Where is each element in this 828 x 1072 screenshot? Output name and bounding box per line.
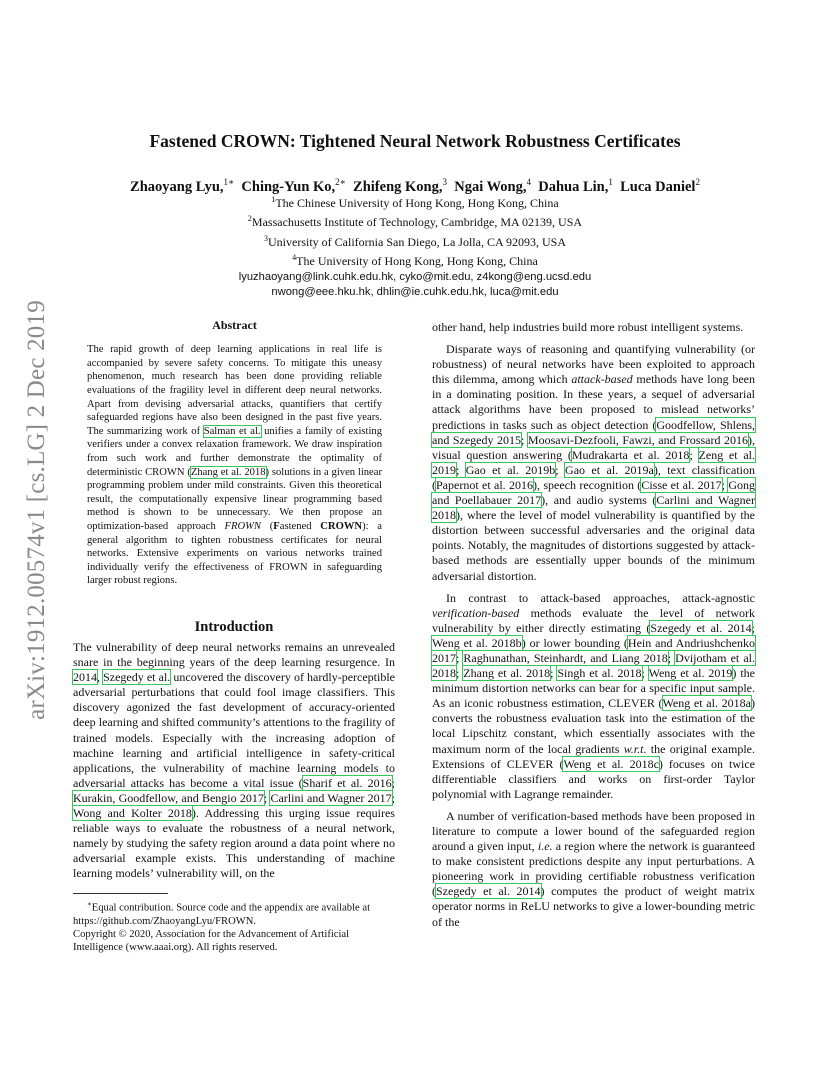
citation-link[interactable]: Cisse et al. 2017 xyxy=(641,477,722,492)
footnote-divider xyxy=(73,893,168,894)
citation-link[interactable]: Zhang et al. 2018 xyxy=(463,666,551,681)
citation-link[interactable]: Gao et al. 2019a xyxy=(565,462,654,477)
footnote xyxy=(73,898,395,954)
citation-link[interactable]: Zeng et al. 2019 xyxy=(432,447,756,477)
affiliation-block xyxy=(80,192,750,300)
author: Luca Daniel$^2$ xyxy=(620,177,700,195)
author-emails: lyuzhaoyang@link.cuhk.edu.hk, cyko@mit.edu, z4kong@eng.ucsd.edu xyxy=(238,270,592,283)
citation-link[interactable]: Salman et al. xyxy=(203,425,261,437)
abstract-section xyxy=(87,319,382,598)
citation-link[interactable]: Wong and Kolter 2018 xyxy=(73,806,192,821)
citation-link[interactable]: Goodfellow, Shlens, and Szegedy 2015 xyxy=(432,417,755,447)
citation-link[interactable]: Kurakin, Goodfellow, and Bengio 2017 xyxy=(73,790,264,805)
citation-link[interactable]: Hein and Andriushchenko 2017 xyxy=(432,635,755,665)
abstract-text: The rapid growth of deep learning applications in real life is accompanied by severe safety concerns. To mitigate this uneasy phenomenon, much research has been done providing reliable evaluations of the fragility level in different deep neural networks. Apart from devising adversarial attacks, quantifiers that certify safeguarded regions have also been designed in the past five years. The summarizing work of Salman et al. unifies a family of existing verifiers under a convex relaxation framework. We draw inspiration from such work and further demonstrate the optimality of deterministic CROWN (Zhang et al. 2018) solutions in a given linear programming problem under mild constraints. Given this theoretical result, the computationally expensive linear programming based method is shown to be unnecessary. We then propose an optimization-based approach FROWN (Fastened CROWN): a general algorithm to tighten robustness certificates for neural networks. Extensive experiments on various networks trained individually verify the effectiveness of FROWN in safeguarding larger robust regions. xyxy=(87,344,382,587)
author-emails: nwong@eee.hku.hk, dhlin@ie.cuhk.edu.hk, luca@mit.edu xyxy=(271,286,559,299)
citation-link[interactable]: Zhang et al. 2018 xyxy=(190,466,266,478)
citation-link[interactable]: Sharif et al. 2016 xyxy=(302,775,392,790)
affiliation: $^3$University of California San Diego, La Jolla, CA 92093, USA xyxy=(264,233,566,249)
citation-link[interactable]: Weng et al. 2018b xyxy=(432,635,522,650)
author: Zhaoyang Lyu,$^{1∗}$ xyxy=(130,177,235,195)
author: Ching-Yun Ko,$^{2∗}$ xyxy=(241,177,346,195)
citation-link[interactable]: Szegedy et al. xyxy=(103,670,171,685)
affiliation: $^1$The Chinese University of Hong Kong, Hong Kong, China xyxy=(271,195,559,210)
citation-link[interactable]: 2014 xyxy=(73,670,97,685)
citation-link[interactable]: Raghunathan, Steinhardt, and Liang 2018 xyxy=(463,650,668,665)
author: Zhifeng Kong,$^3$ xyxy=(353,177,447,195)
citation-link[interactable]: Carlini and Wagner 2018 xyxy=(432,493,756,523)
paragraph: A number of verification-based methods have been proposed in literature to compute a lower bound of the safeguarded region around a given input, i.e. a region where the network is guaranteed to make consistent predictions despite any input perturbations. A pioneering work in providing certifiable robustness verification (Szegedy et al. 2014) computes the product of weight matrix operator norms in ReLU networks to give a lower-bounding metric of the xyxy=(432,808,755,929)
footnote-text: ∗Equal contribution. Source code and the appendix are available at https://github.com/ZhaoyangLyu/FROWN. xyxy=(73,900,371,927)
arxiv-stamp xyxy=(22,290,52,730)
affiliation: $^4$The University of Hong Kong, Hong Kong, China xyxy=(292,253,538,269)
copyright-notice: Copyright © 2020, Association for the Advancement of Artificial Intelligence (www.aaai.org). All rights reserved. xyxy=(73,928,350,953)
citation-link[interactable]: Weng et al. 2018a xyxy=(662,696,751,711)
citation-link[interactable]: Gao et al. 2019b xyxy=(465,462,556,477)
left-column-text xyxy=(73,640,395,882)
paragraph: In contrast to attack-based approaches, attack-agnostic verification-based methods evaluate the level of network vulnerability by either directly estimating (Szegedy et al. 2014; Weng et al. 2018b) or lower bounding (Hein and Andriushchenko 2017; Raghunathan, Steinhardt, and Liang 2018; Dvijotham et al. 2018; Zhang et al. 2018; Singh et al. 2018; Weng et al. 2019) the minimum distortion networks can bear for a specific input sample. As an iconic robustness estimation, CLEVER (Weng et al. 2018a) converts the robustness evaluation task into the estimation of the local Lipschitz constant, which essentially associates with the maximum norm of the local gradients w.r.t. the original example. Extensions of CLEVER (Weng et al. 2018c) focuses on twice differentiable classifiers and works on first-order Taylor polynomial with Lagrange remainder. xyxy=(432,590,756,801)
citation-link[interactable]: Carlini and Wagner 2017 xyxy=(270,790,392,805)
arxiv-identifier: arXiv:1912.00574v1 [cs.LG] 2 Dec 2019 xyxy=(23,300,51,720)
citation-link[interactable]: Weng et al. 2019 xyxy=(648,666,733,681)
citation-link[interactable]: Gong and Poellabauer 2017 xyxy=(432,477,755,508)
citation-link[interactable]: Singh et al. 2018 xyxy=(557,666,642,681)
right-column-text xyxy=(432,320,755,930)
abstract-heading: Abstract xyxy=(212,318,257,332)
citation-link[interactable]: Szegedy et al. 2014 xyxy=(650,620,752,635)
paragraph: Disparate ways of reasoning and quantifying vulnerability (or robustness) of neural networks have been exploited to approach this dilemma, among which attack-based methods have long been in a dominating position. In these years, a sequel of adversarial attack algorithms have been proposed to mislead networks’ predictions in tasks such as object detection (Goodfellow, Shlens, and Szegedy 2015; Moosavi-Dezfooli, Fawzi, and Frossard 2016), visual question answering (Mudrakarta et al. 2018; Zeng et al. 2019; Gao et al. 2019b; Gao et al. 2019a), text classification (Papernot et al. 2016), speech recognition (Cisse et al. 2017; Gong and Poellabauer 2017), and audio systems (Carlini and Wagner 2018), where the level of model vulnerability is quantified by the distortion between successful adversaries and the original data points. Notably, the magnitudes of distortions suggested by attack-based methods are essentially upper bounds of the minimum adversarial distortion. xyxy=(432,342,756,583)
affiliation: $^2$Massachusetts Institute of Technology, Cambridge, MA 02139, USA xyxy=(247,214,583,230)
citation-link[interactable]: Szegedy et al. 2014 xyxy=(436,884,541,899)
citation-link[interactable]: Papernot et al. 2016 xyxy=(436,477,533,492)
author: Dahua Lin,$^1$ xyxy=(538,177,613,195)
citation-link[interactable]: Weng et al. 2018c xyxy=(563,756,659,771)
citation-link[interactable]: Dvijotham et al. 2018 xyxy=(432,650,755,681)
citation-link[interactable]: Moosavi-Dezfooli, Fawzi, and Frossard 2016 xyxy=(527,432,749,447)
paragraph: The vulnerability of deep neural networks remains an unrevealed snare in the beginning years of the deep learning resurgence. In 2014, Szegedy et al. uncovered the discovery of hardly-perceptible adversarial perturbations that could fool image classifiers. This discovery agonized the fast development of accuracy-oriented deep learning and shifted community’s attentions to the fragility of trained models. Especially with the increasing adoption of machine learning and artificial intelligence in safety-critical applications, the vulnerability of machine learning models to adversarial attacks has become a vital issue (Sharif et al. 2016; Kurakin, Goodfellow, and Bengio 2017; Carlini and Wagner 2017; Wong and Kolter 2018). Addressing this urging issue requires reliable ways to evaluate the robustness of a neural network, namely by studying the safety region around a data point where no adversarial example exists. This understanding of machine learning models’ vulnerability will, on the xyxy=(73,640,395,881)
introduction-heading: Introduction xyxy=(194,619,274,635)
paragraph: other hand, help industries build more robust intelligent systems. xyxy=(432,320,744,334)
citation-link[interactable]: Mudrakarta et al. 2018 xyxy=(571,447,690,462)
paper-title: Fastened CROWN: Tightened Neural Network Robustness Certificates xyxy=(149,131,681,151)
author: Ngai Wong,$^4$ xyxy=(454,177,531,195)
